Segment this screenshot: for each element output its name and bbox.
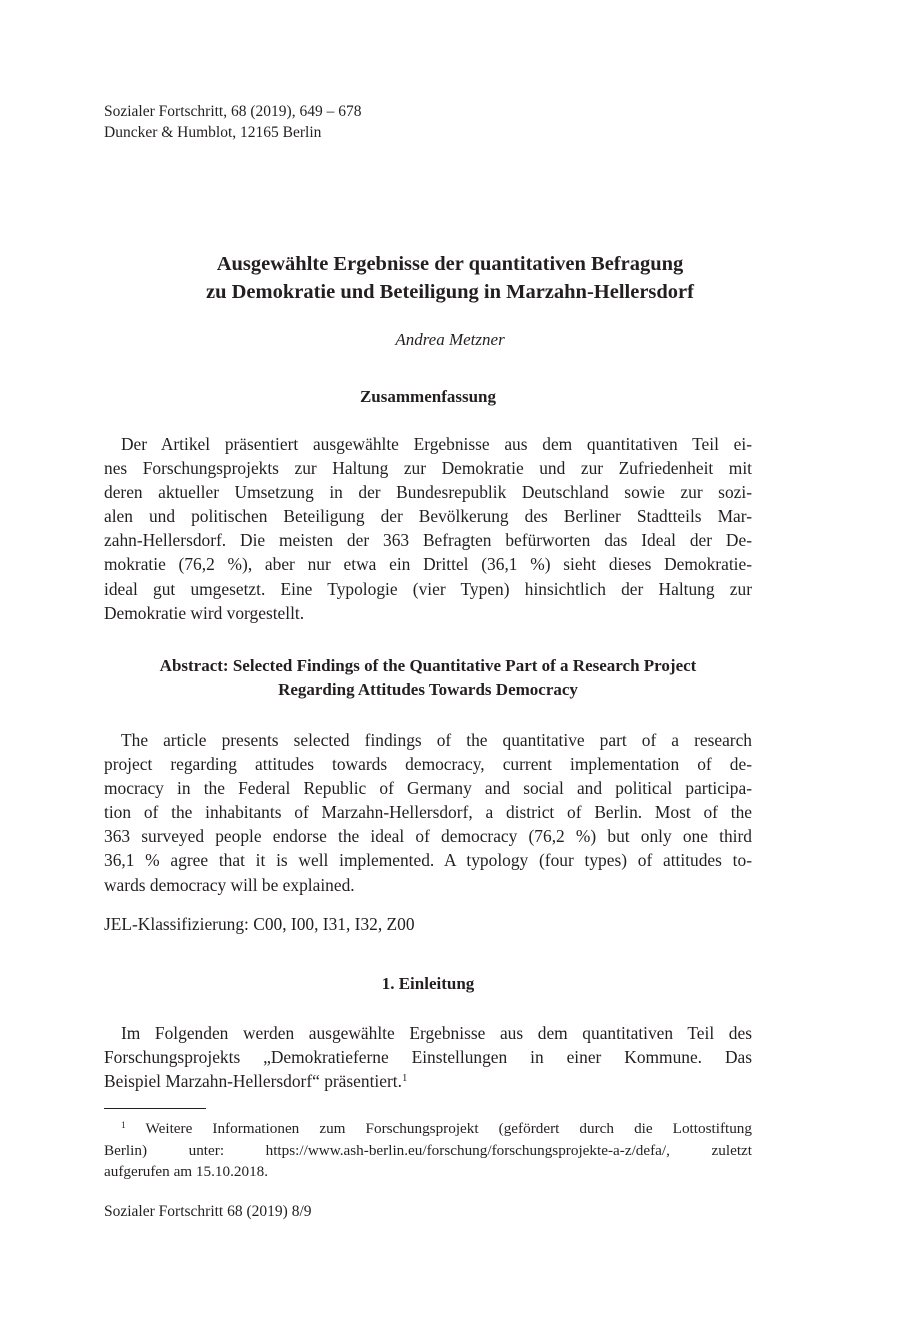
article-title-line-2: zu Demokratie und Beteiligung in Marzahn-Hellersdorf bbox=[206, 281, 694, 303]
section-heading-text: 1. Einleitung bbox=[381, 974, 475, 993]
abstract-line: tion of the inhabitants of Marzahn-Hellersdorf, a district of Berlin. Most of the bbox=[104, 802, 752, 823]
einleitung-line: Forschungsprojekts „Demokratieferne Einstellungen in einer Kommune. Das bbox=[104, 1047, 752, 1068]
page-footer: Sozialer Fortschritt 68 (2019) 8/9 bbox=[104, 1203, 312, 1220]
footnote-divider bbox=[104, 1108, 206, 1109]
footnote-line bbox=[104, 1118, 752, 1140]
abstract-line: 363 surveyed people endorse the ideal of democracy (76,2 %) but only one third bbox=[104, 826, 752, 847]
abstract-text bbox=[104, 728, 752, 897]
zusammenfassung-line: deren aktueller Umsetzung in der Bundesrepublik Deutschland sowie zur sozi- bbox=[104, 482, 752, 503]
zusammenfassung-line: Demokratie wird vorgestellt. bbox=[104, 602, 305, 623]
footnote-reference[interactable]: 1 bbox=[401, 1072, 408, 1085]
footnote-number: 1 bbox=[121, 1120, 126, 1131]
zusammenfassung-line: mokratie (76,2 %), aber nur etwa ein Drittel (36,1 %) sieht dieses Demokratie- bbox=[104, 554, 752, 575]
einleitung-line bbox=[104, 1069, 752, 1093]
abstract-line: mocracy in the Federal Republic of Germany and social and political participa- bbox=[104, 778, 752, 799]
zusammenfassung-text bbox=[104, 432, 752, 625]
article-title-line-1: Ausgewählte Ergebnisse der quantitativen Befragung bbox=[216, 253, 684, 275]
zusammenfassung-heading-text: Zusammenfassung bbox=[359, 387, 497, 406]
footnote-line: Berlin) unter: https://www.ash-berlin.eu/forschung/forschungsprojekte-a-z/defa/, zuletzt bbox=[104, 1141, 752, 1159]
abstract-heading-line-2: Regarding Attitudes Towards Democracy bbox=[278, 680, 578, 699]
footnote-line-text: Weitere Informationen zum Forschungsprojekt (gefördert durch die Lottostiftung bbox=[145, 1120, 752, 1137]
abstract-line: The article presents selected findings of the quantitative part of a research bbox=[121, 730, 752, 750]
zusammenfassung-line: nes Forschungsprojekts zur Haltung zur Demokratie und zur Zufriedenheit mit bbox=[104, 458, 752, 479]
abstract-line: project regarding attitudes towards democracy, current implementation of de- bbox=[104, 754, 752, 775]
publisher-line: Duncker & Humblot, 12165 Berlin bbox=[104, 124, 322, 141]
footnote-line: aufgerufen am 15.10.2018. bbox=[104, 1163, 269, 1180]
article-title bbox=[100, 250, 800, 306]
abstract-heading bbox=[104, 654, 752, 702]
journal-header bbox=[104, 101, 361, 143]
zusammenfassung-line: zahn-Hellersdorf. Die meisten der 363 Befragten befürworten das Ideal der De- bbox=[104, 530, 752, 551]
zusammenfassung-line: Der Artikel präsentiert ausgewählte Ergebnisse aus dem quantitativen Teil ei- bbox=[121, 434, 752, 454]
einleitung-text bbox=[104, 1021, 752, 1093]
einleitung-line: Im Folgenden werden ausgewählte Ergebnisse aus dem quantitativen Teil des bbox=[121, 1023, 752, 1043]
journal-citation: Sozialer Fortschritt, 68 (2019), 649 – 678 bbox=[104, 103, 362, 120]
zusammenfassung-line: ideal gut umgesetzt. Eine Typologie (vier Typen) hinsichtlich der Haltung zur bbox=[104, 578, 752, 599]
abstract-heading-line-1: Abstract: Selected Findings of the Quantitative Part of a Research Project bbox=[159, 656, 697, 675]
zusammenfassung-heading bbox=[104, 385, 752, 409]
jel-classification: JEL-Klassifizierung: C00, I00, I31, I32, Z00 bbox=[104, 914, 415, 934]
einleitung-line-text: Beispiel Marzahn-Hellersdorf“ präsentiert. bbox=[104, 1071, 402, 1092]
author-name: Andrea Metzner bbox=[395, 330, 505, 349]
abstract-line: 36,1 % agree that it is well implemented. A typology (four types) of attitudes to- bbox=[104, 850, 752, 871]
section-heading-einleitung bbox=[104, 972, 752, 996]
footnote bbox=[104, 1118, 752, 1183]
zusammenfassung-line: alen und politischen Beteiligung der Bevölkerung des Berliner Stadtteils Mar- bbox=[104, 506, 752, 527]
abstract-line: wards democracy will be explained. bbox=[104, 874, 355, 895]
